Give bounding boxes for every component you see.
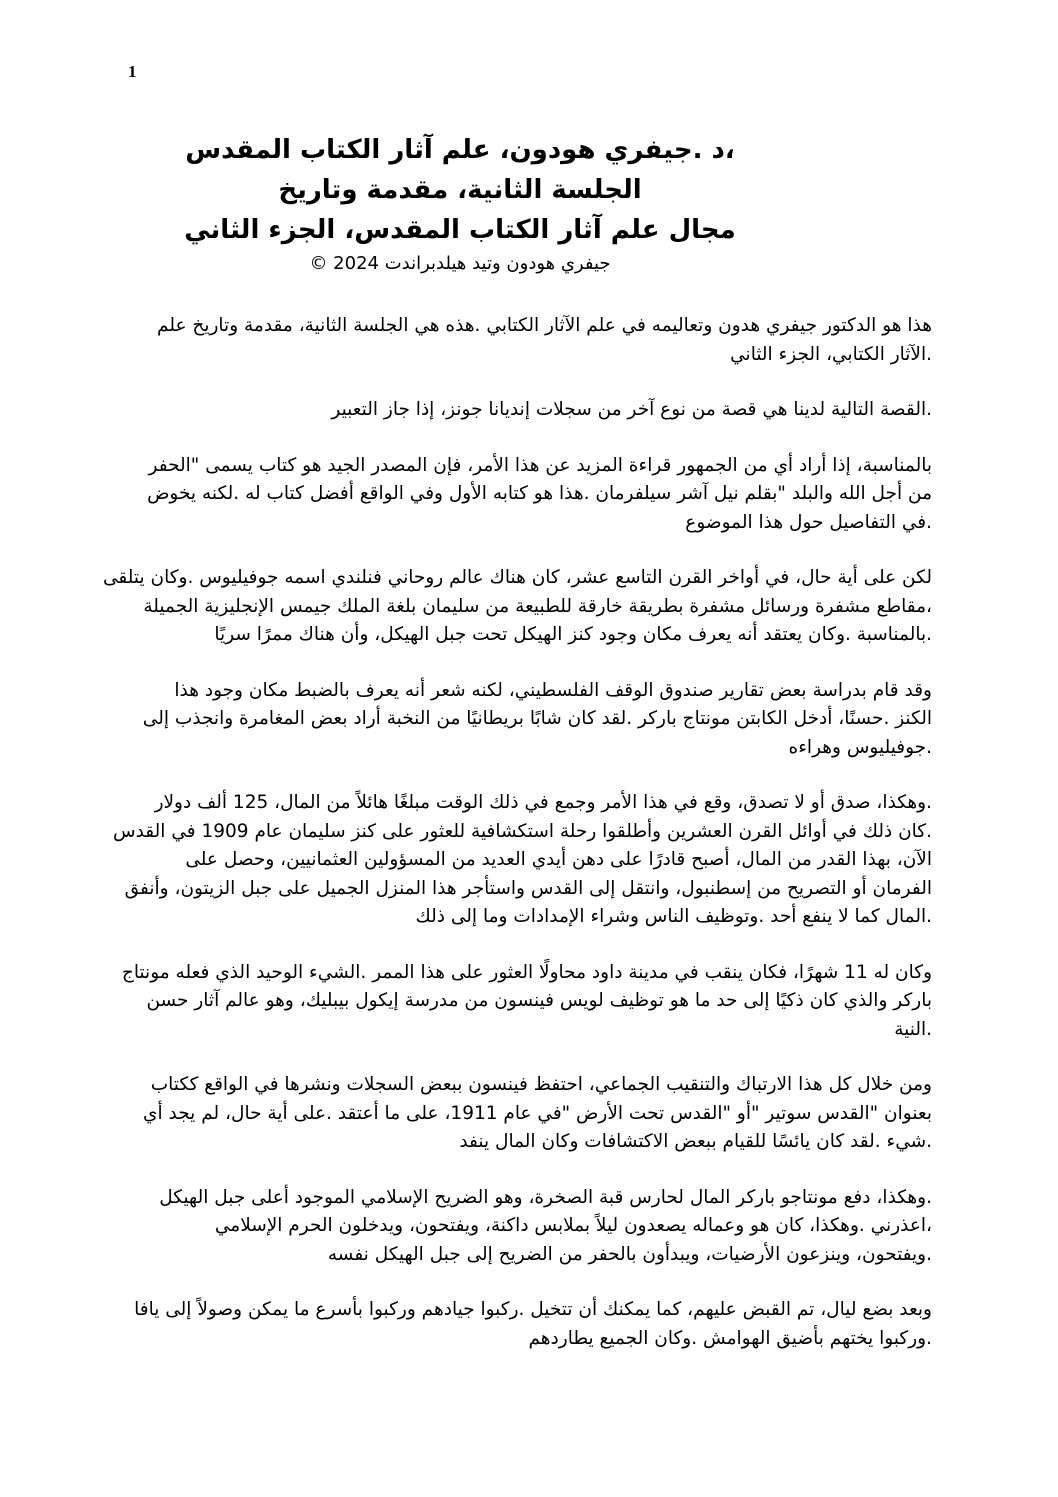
paragraph-line: .ويفتحون، وينزعون الأرضيات، ويبدأون بالحفر من الضريح إلى جبل الهيكل نفسه	[327, 1243, 932, 1265]
paragraph-line: .كان ذلك في أوائل القرن العشرين وأطلقوا رحلة استكشافية للعثور على كنز سليمان عام 1909 في القدس	[113, 820, 932, 842]
paragraph-10	[130, 1296, 932, 1353]
paragraph-line: .وهكذا، دفع مونتاجو باركر المال لحارس قبة الصخرة، وهو الضريح الإسلامي الموجود أعلى جبل الهيكل	[159, 1186, 932, 1208]
paragraph-line: وقد قام بدراسة بعض تقارير صندوق الوقف الفلسطيني، لكنه شعر أنه يعرف بالضبط مكان وجود هذا	[174, 679, 932, 701]
paragraph-line: الفرمان أو التصريح من إسطنبول، وانتقل إلى القدس واستأجر هذا المنزل الجميل على جبل الزيتون، وأنفق	[124, 877, 932, 899]
paragraph-line: لكن على أية حال، في أواخر القرن التاسع عشر، كان هناك عالم روحاني فنلندي اسمه جوفيليوس .وكان يتلقى	[102, 567, 932, 588]
paragraph-line: .الآثار الكتابي، الجزء الثاني	[730, 343, 932, 365]
paragraph-line: وبعد بضع ليال، تم القبض عليهم، كما يمكنك أن تتخيل .ركبوا جيادهم وركبوا بأسرع ما يمكن وصولاً إلى يافا	[134, 1299, 932, 1320]
paragraph-line: .النية	[894, 1018, 932, 1040]
paragraph-line: الكنز .حسنًا، أدخل الكابتن مونتاج باركر .لقد كان شابًا بريطانيًا من النخبة أراد بعض المغامرة وانجذب إلى	[142, 708, 932, 729]
paragraph-8	[130, 1071, 932, 1157]
paragraph-3	[130, 452, 932, 538]
paragraph-line: بعنوان "القدس سوتير "أو "القدس تحت الأرض "في عام 1911، على ما أعتقد .على أية حال، لم يجد أي	[143, 1102, 932, 1124]
paragraph-line: .القصة التالية لدينا هي قصة من نوع آخر من سجلات إنديانا جونز، إذا جاز التعبير	[331, 399, 932, 420]
paragraph-9	[130, 1184, 932, 1270]
title-line-2: الجلسة الثانية، مقدمة وتاريخ	[278, 175, 642, 205]
title-line-1: ،د .جيفري هودون، علم آثار الكتاب المقدس	[185, 135, 735, 165]
title-block	[100, 130, 820, 278]
paragraph-line: الآن، بهذا القدر من المال، أصبح قادرًا على دهن أيدي العديد من المسؤولين العثمانيين، وحصل على	[185, 849, 932, 870]
paragraph-line: .في التفاصيل حول هذا الموضوع	[685, 511, 932, 533]
copyright-line: جيفري هودون وتيد هيلدبراندت 2024 ©	[309, 253, 611, 274]
paragraph-line: من أجل الله والبلد "بقلم نيل آشر سيلفرمان .هذا هو كتابه الأول وفي الواقع أفضل كتاب له .لكنه يخوض	[147, 483, 932, 504]
paragraph-line: ،اعذرني .وهكذا، كان هو وعماله يصعدون ليلاً بملابس داكنة، ويفتحون، ويدخلون الحرم الإسلامي	[214, 1215, 932, 1236]
title-line-3: مجال علم آثار الكتاب المقدس، الجزء الثاني	[184, 215, 736, 245]
paragraph-line: .شيء .لقد كان يائسًا للقيام ببعض الاكتشافات وكان المال ينفد	[459, 1131, 932, 1152]
body-text	[102, 312, 932, 1380]
paragraph-line: بالمناسبة، إذا أراد أي من الجمهور قراءة المزيد عن هذا الأمر، فإن المصدر الجيد هو كتاب يسمى "الحفر	[148, 454, 932, 476]
page-number: 1	[128, 62, 137, 81]
paragraph-2	[130, 396, 932, 425]
paragraph-line: ومن خلال كل هذا الارتباك والتنقيب الجماعي، احتفظ فينسون ببعض السجلات ونشرها في الواقع ككتاب	[150, 1074, 932, 1095]
paragraph-5	[130, 677, 932, 763]
paragraph-line: .وركبوا يختهم بأضيق الهوامش .وكان الجميع يطاردهم	[528, 1327, 932, 1349]
paragraph-line: .وهكذا، صدق أو لا تصدق، وقع في هذا الأمر وجمع في ذلك الوقت مبلغًا هائلاً من المال، 125 ألف دولار	[154, 792, 932, 813]
paragraph-4	[102, 564, 932, 650]
paragraph-line: ،مقاطع مشفرة ورسائل مشفرة بطريقة خارقة للطبيعة من سليمان بلغة الملك جيمس الإنجليزية الجميلة	[143, 595, 932, 617]
paragraph-line: باركر والذي كان ذكيًا إلى حد ما هو توظيف لويس فينسون من مدرسة إيكول بيبليك، وهو عالم آثار حسن	[146, 990, 932, 1011]
paragraph-line: هذا هو الدكتور جيفري هدون وتعاليمه في علم الآثار الكتابي .هذه هي الجلسة الثانية، مقدمة وتاريخ علم	[157, 315, 932, 336]
paragraph-line: .بالمناسبة .وكان يعتقد أنه يعرف مكان وجود كنز الهيكل تحت جبل الهيكل، وأن هناك ممرًا سريًا	[214, 624, 932, 645]
paragraph-7	[121, 959, 932, 1045]
paragraph-line: .المال كما لا ينفع أحد .وتوظيف الناس وشراء الإمدادات وما إلى ذلك	[415, 906, 932, 927]
paragraph-6	[113, 789, 932, 932]
paragraph-1	[130, 312, 932, 369]
paragraph-line: وكان له 11 شهرًا، فكان ينقب في مدينة داود محاولًا العثور على هذا الممر .الشيء الوحيد الذي فعله مونتاج	[121, 961, 932, 983]
paragraph-line: .جوفيليوس وهراءه	[788, 736, 932, 758]
